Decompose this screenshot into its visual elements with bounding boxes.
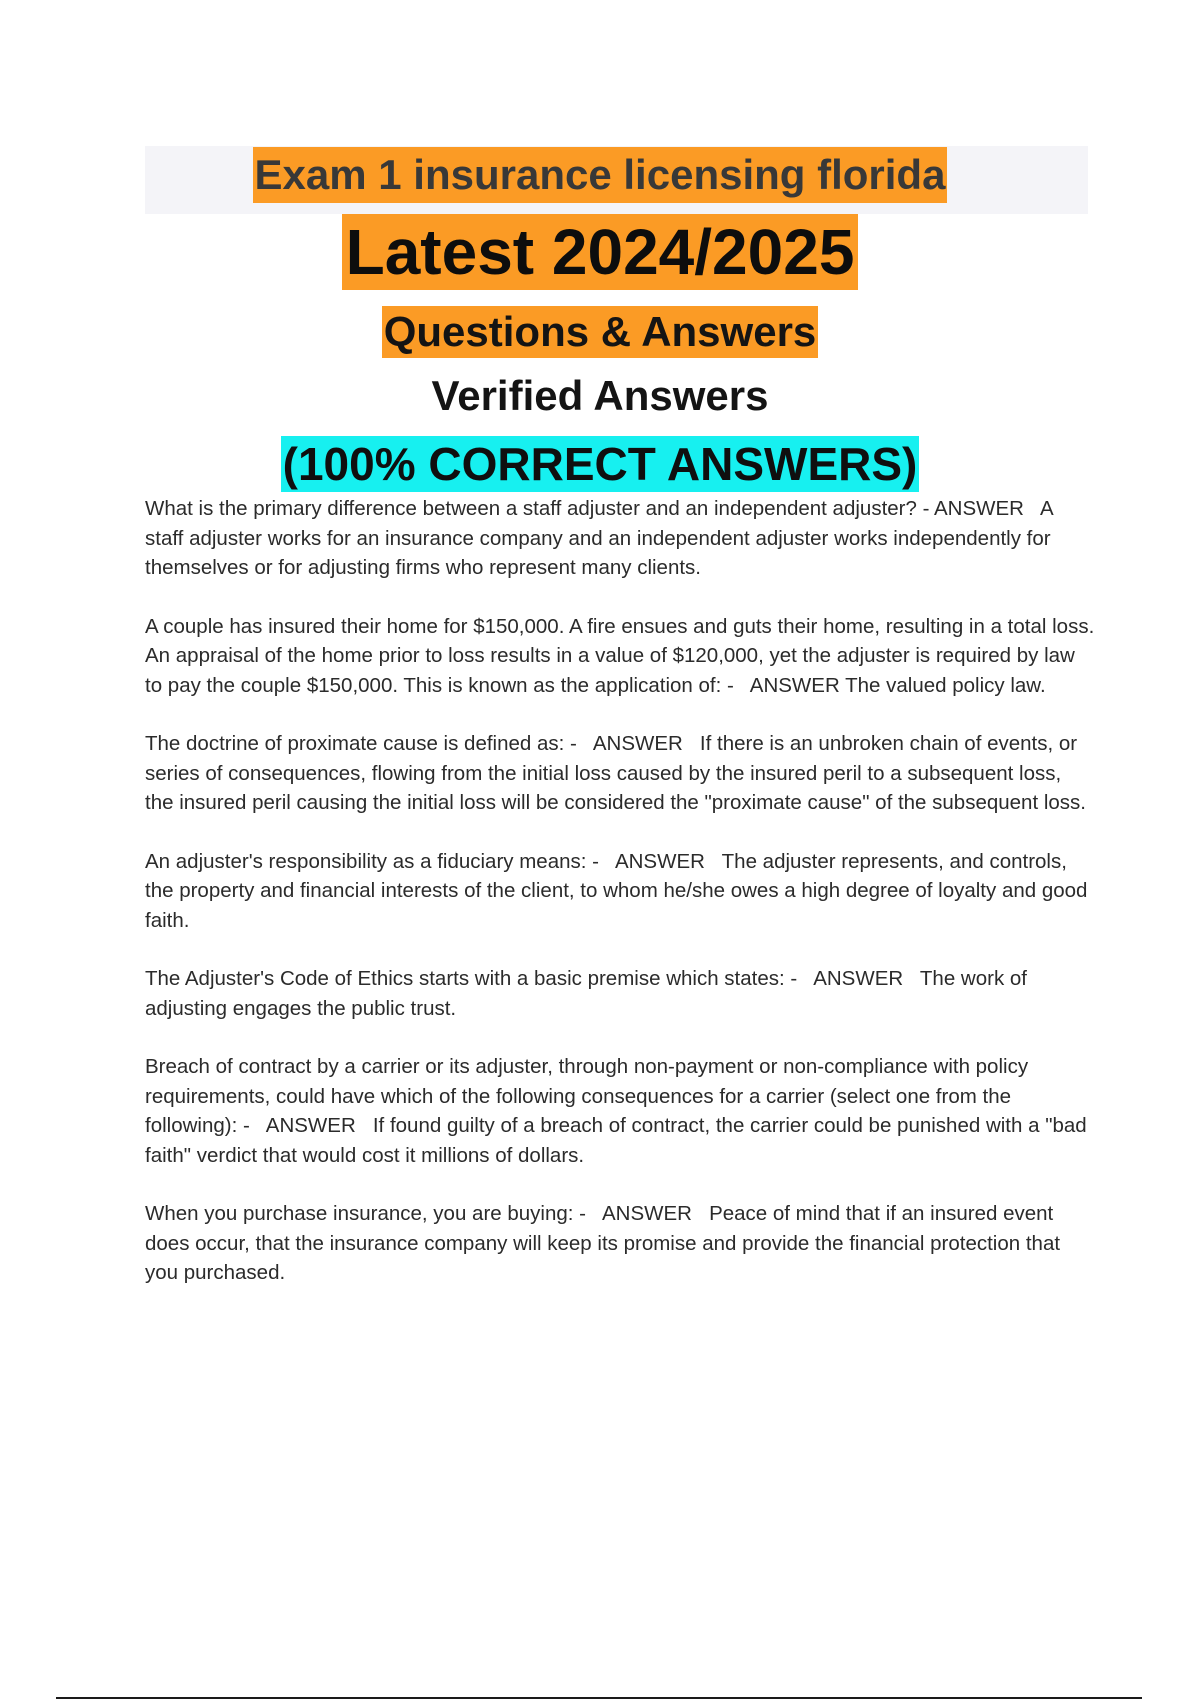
answer-label: ANSWER: [813, 967, 904, 990]
verified-heading-text: Verified Answers: [431, 372, 769, 419]
qa-item: [145, 964, 1095, 1023]
qa-item: [145, 1199, 1095, 1288]
question-text: Breach of contract by a carrier or its adjuster, through non-payment or non-compliance with policy requirements, could have which of the following consequences for a carrier (select one from the following): -: [145, 1055, 1029, 1137]
answer-label: ANSWER: [749, 673, 840, 697]
answer-text: If found guilty of a breach of contract, the carrier could be punished with a "bad faith" verdict that would cost it millions of dollars.: [145, 1114, 1087, 1167]
year-heading-text: Latest 2024/2025: [342, 214, 859, 290]
correct-answers-badge: [0, 436, 1200, 492]
question-text: The doctrine of proximate cause is defined as: -: [145, 732, 577, 755]
qa-item: [145, 494, 1095, 583]
answer-text: The adjuster represents, and controls, the property and financial interests of the client, to whom he/she owes a high degree of loyalty and good faith.: [145, 849, 1088, 932]
document-title-text: Exam 1 insurance licensing florida: [253, 147, 948, 203]
year-heading: [0, 214, 1200, 290]
qa-item: [145, 612, 1095, 701]
question-text: What is the primary difference between a staff adjuster and an independent adjuster? -: [145, 497, 930, 520]
qa-item: [145, 1052, 1095, 1170]
question-text: The Adjuster's Code of Ethics starts with a basic premise which states: -: [145, 967, 798, 990]
answer-label: ANSWER: [592, 732, 683, 755]
qa-item: [145, 729, 1095, 818]
footer-divider: [56, 1697, 1142, 1699]
subtitle-heading: [0, 306, 1200, 358]
question-text: An adjuster's responsibility as a fiduciary means: -: [145, 849, 599, 873]
qa-item: [145, 847, 1095, 936]
answer-text: A staff adjuster works for an insurance company and an independent adjuster works independently for themselves or for adjusting firms who represent many clients.: [145, 497, 1053, 579]
verified-heading: [0, 370, 1200, 422]
subtitle-heading-text: Questions & Answers: [382, 306, 819, 358]
answer-text: Peace of mind that if an insured event does occur, that the insurance company will keep its promise and provide the financial protection that you purchased.: [145, 1202, 1061, 1284]
question-text: A couple has insured their home for $150,000. A fire ensues and guts their home, resulting in a total loss. An appraisal of the home prior to loss results in a value of $120,000, yet the adjuster is required by law to pay the couple $150,000. This is known as the application of: -: [145, 614, 1095, 697]
answer-text: If there is an unbroken chain of events, or series of consequences, flowing from the initial loss caused by the insured peril to a subsequent loss, the insured peril causing the initial loss will be considered the "proximate cause" of the subsequent loss.: [145, 732, 1086, 814]
question-text: When you purchase insurance, you are buying: -: [145, 1202, 587, 1225]
document-title: [0, 147, 1200, 203]
correct-answers-badge-text: (100% CORRECT ANSWERS): [282, 438, 918, 490]
qa-list: [145, 494, 1095, 1317]
answer-text: The valued policy law.: [845, 673, 1046, 697]
answer-label: ANSWER: [601, 1202, 692, 1225]
answer-label: ANSWER: [265, 1114, 356, 1137]
answer-label: ANSWER: [614, 849, 705, 873]
answer-label: ANSWER: [934, 497, 1024, 520]
answer-text: The work of adjusting engages the public trust.: [145, 967, 1027, 1020]
